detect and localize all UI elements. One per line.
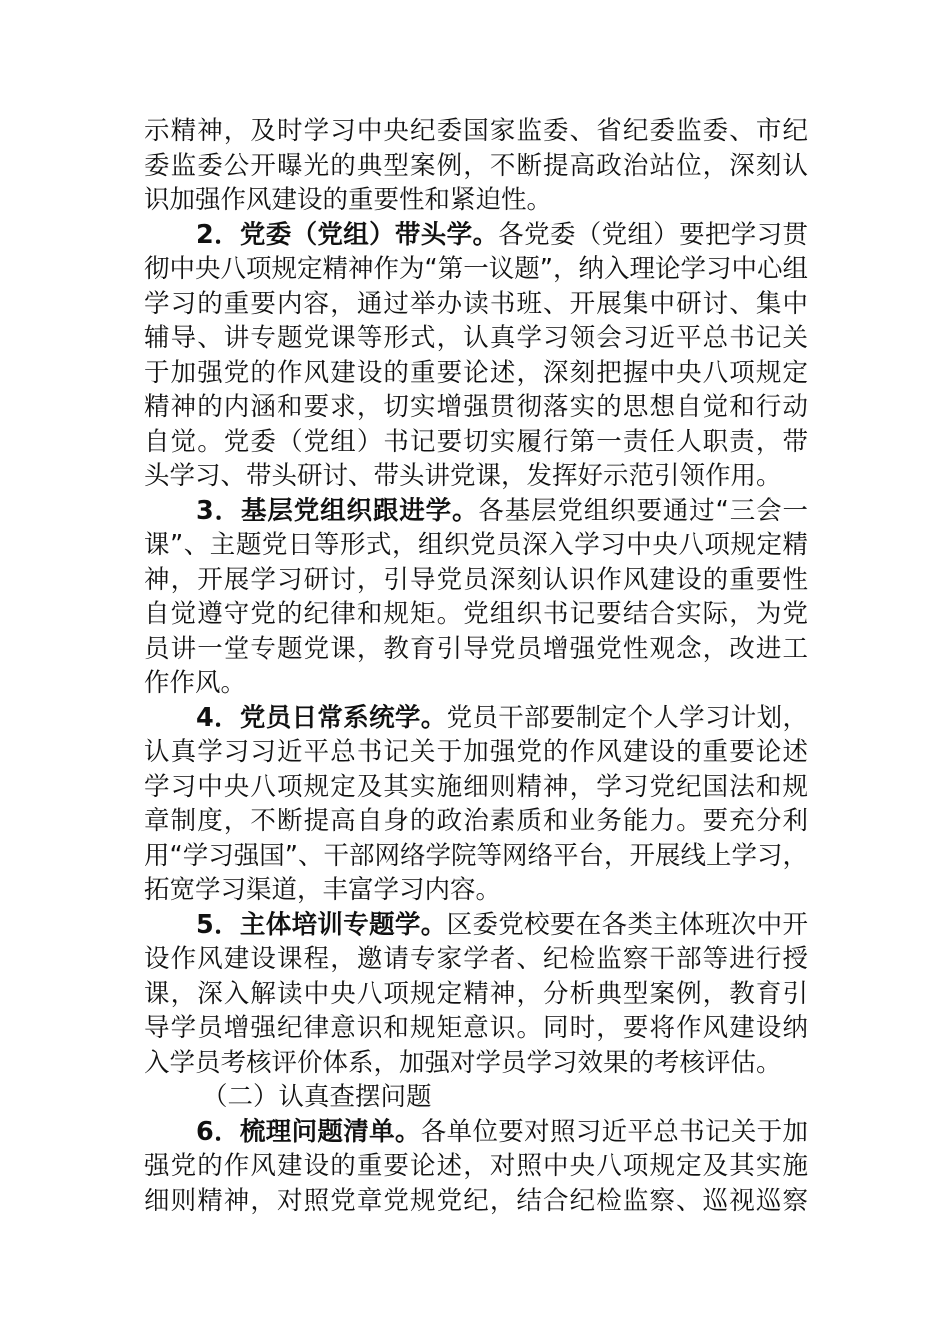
line-text: 自觉遵守党的纪律和规矩。党组织书记要结合实际，为党 (144, 599, 808, 629)
item-title: 2．党委（党组）带头学。 (196, 219, 499, 250)
text-line (144, 390, 808, 425)
text-line (144, 183, 808, 218)
line-text: 作作风。 (144, 668, 247, 698)
item-title: 3．基层党组织跟进学。 (196, 495, 479, 526)
text-line (144, 563, 808, 598)
line-text: 头学习、带头研讨、带头讲党课，发挥好示范引领作用。 (144, 461, 782, 491)
text-line (144, 1149, 808, 1184)
line-text: 员讲一堂专题党课，教育引导党员增强党性观念，改进工 (144, 633, 808, 664)
line-text: 各单位要对照习近平总书记关于加 (420, 1116, 808, 1147)
section-heading-line (144, 701, 808, 736)
text-line (144, 977, 808, 1012)
document-body (144, 114, 808, 1218)
line-text: （二）认真查摆问题 (202, 1082, 432, 1112)
line-text: 识加强作风建设的重要性和紧迫性。 (144, 185, 553, 215)
text-line (144, 252, 808, 287)
text-line (144, 114, 808, 149)
text-line (144, 873, 808, 908)
section-heading-line (144, 908, 808, 943)
line-text: 章制度，不断提高自身的政治素质和业务能力。要充分利 (144, 806, 808, 836)
text-line (144, 459, 808, 494)
text-line (144, 942, 808, 977)
text-line (144, 666, 808, 701)
text-line (144, 356, 808, 391)
text-line (144, 1046, 808, 1081)
line-text: 自觉。党委（党组）书记要切实履行第一责任人职责，带 (144, 426, 808, 457)
text-line (144, 149, 808, 184)
line-text: 学习的重要内容，通过举办读书班、开展集中研讨、集中 (144, 288, 808, 319)
item-title: 5．主体培训专题学。 (196, 909, 447, 940)
text-line (144, 287, 808, 322)
line-text: 入学员考核评价体系，加强对学员学习效果的考核评估。 (144, 1047, 782, 1078)
line-text: 各党委（党组）要把学习贯 (498, 219, 808, 250)
text-line (144, 321, 808, 356)
line-text: 学习中央八项规定及其实施细则精神，学习党纪国法和规 (144, 771, 808, 802)
line-text: 设作风建设课程，邀请专家学者、纪检监察干部等进行授 (144, 944, 808, 974)
line-text: 认真学习习近平总书记关于加强党的作风建设的重要论述 (144, 737, 808, 767)
line-text: 强党的作风建设的重要论述，对照中央八项规定及其实施 (144, 1151, 808, 1181)
text-line (144, 632, 808, 667)
line-text: 各基层党组织要通过“三会一 (478, 495, 808, 526)
text-line (144, 804, 808, 839)
section-heading-line (144, 218, 808, 253)
line-text: 彻中央八项规定精神作为“第一议题”，纳入理论学习中心组 (144, 254, 808, 284)
line-text: 示精神，及时学习中央纪委国家监委、省纪委监委、市纪 (144, 116, 808, 146)
line-text: 委监委公开曝光的典型案例，不断提高政治站位，深刻认 (144, 150, 808, 181)
item-title: 6．梳理问题清单。 (196, 1116, 421, 1147)
line-text: 导学员增强纪律意识和规矩意识。同时，要将作风建设纳 (144, 1013, 808, 1043)
item-title: 4．党员日常系统学。 (196, 702, 447, 733)
text-line (144, 1011, 808, 1046)
section-heading-line (144, 494, 808, 529)
text-line (144, 425, 808, 460)
text-line (144, 597, 808, 632)
line-text: 神，开展学习研讨，引导党员深刻认识作风建设的重要性 (144, 564, 808, 595)
line-text: 拓宽学习渠道，丰富学习内容。 (144, 875, 502, 905)
text-line (144, 528, 808, 563)
text-line (144, 735, 808, 770)
subsection-heading-line (144, 1080, 808, 1115)
text-line (144, 1184, 808, 1219)
section-heading-line (144, 1115, 808, 1150)
line-text: 课”、主题党日等形式，组织党员深入学习中央八项规定精 (144, 530, 808, 560)
line-text: 辅导、讲专题党课等形式，认真学习领会习近平总书记关 (144, 323, 808, 353)
line-text: 课，深入解读中央八项规定精神，分析典型案例，教育引 (144, 978, 808, 1009)
line-text: 精神的内涵和要求，切实增强贯彻落实的思想自觉和行动 (144, 392, 808, 422)
line-text: 用“学习强国”、干部网络学院等网络平台，开展线上学习， (144, 840, 808, 871)
line-text: 于加强党的作风建设的重要论述，深刻把握中央八项规定 (144, 357, 808, 388)
line-text: 党员干部要制定个人学习计划， (446, 702, 808, 733)
text-line (144, 770, 808, 805)
line-text: 区委党校要在各类主体班次中开 (446, 909, 808, 940)
line-text: 细则精神，对照党章党规党纪，结合纪检监察、巡视巡察 (144, 1185, 808, 1216)
text-line (144, 839, 808, 874)
